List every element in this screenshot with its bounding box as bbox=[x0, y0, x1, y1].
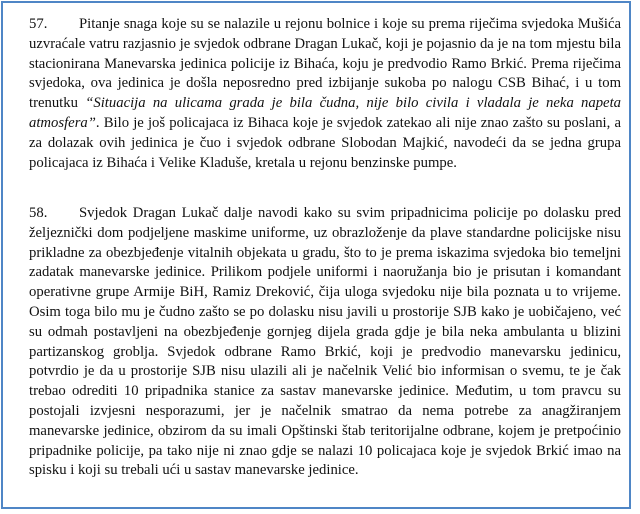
paragraph-number: 57. bbox=[29, 16, 48, 32]
witness-quote: “Situacija na ulicama grada je bila čudna, nije bilo civila i vladala je neka napeta atmosfera” bbox=[29, 95, 622, 131]
paragraph-number: 58. bbox=[29, 205, 48, 221]
document-frame bbox=[1, 1, 631, 509]
paragraph-58 bbox=[29, 204, 621, 481]
paragraph-57 bbox=[29, 15, 621, 173]
paragraph-text: Svjedok Dragan Lukač dalje navodi kako su svim pripadnicima policije po dolasku pred željeznički dom podjeljene maskime uniforme, uz obrazloženje da plave standardne policijske nisu prikladne za obezbjeđenje vitalnih objekata u gradu, što to je prema iskazima svjedoka bio temeljni zadatak manevarske jedinice. Prilikom podjele uniformi i naoružanja bio je prisutan i komandant operativne grupe Armije BiH, Ramiz Dreković, čija uloga svjedoku nije bila poznata u to vrijeme. Osim toga bilo mu je čudno zašto se po dolasku nisu javili u prostorije SJB kako je uobičajeno, već su odmah postavljeni na obezbjeđenje gornjeg dijela grada gdje je bila neka ambulanta u blizini partizanskog groblja. Svjedok odbrane Ramo Brkić, koji je predvodio manevarsku jedinicu, potvrdio je da u prostorije SJB nisu ulazili ali je načelnik Velić bio informisan o svemu, te je čak trebao odrediti 10 pripadnika stanice za sastav manevarske jedinice. Međutim, u tom pravcu su postojali izvjesni nesporazumi, jer je načelnik smatrao da nema potrebe za anagžiranjem manevarske jedinice, obzirom da su imali Opštinski štab teritorijalne odbrane, kojem je pretpoćinio pripadnike policije, pa tako nije ni znao gdje se nalazi 10 policajaca koje je svjedok Brkić imao na spisku i koji su trebali ući u sastav manevarske jedinice. bbox=[29, 205, 621, 479]
paragraph-text-continued: . Bilo je još policajaca iz Bihaca koje je svjedok zatekao ali nije znao zašto su poslani, a za dolazak ovih jedinica je čuo i svjedok odbrane Slobodan Majkić, navodeći da se jedna grupa policajaca iz Bihaća i Velike Kladuše, kretala u rejonu benzinske pumpe. bbox=[29, 114, 621, 171]
paragraph-text: Pitanje snaga koje su se nalazile u rejonu bolnice i koje su prema riječima svjedoka Mušića uzvraćale vatru razjasnio je svjedok odbrane Dragan Lukač, koji je pojasnio da je na tom mjestu bila stacionirana Manevarska jedinica policije iz Bihaća, koju je predvodio Ramo Brkić. Prema riječima svjedoka, ova jedinica je došla neposredno pred izbijanje sukoba po nalogu CSB Bihać, i u tom trenutku bbox=[29, 16, 621, 112]
